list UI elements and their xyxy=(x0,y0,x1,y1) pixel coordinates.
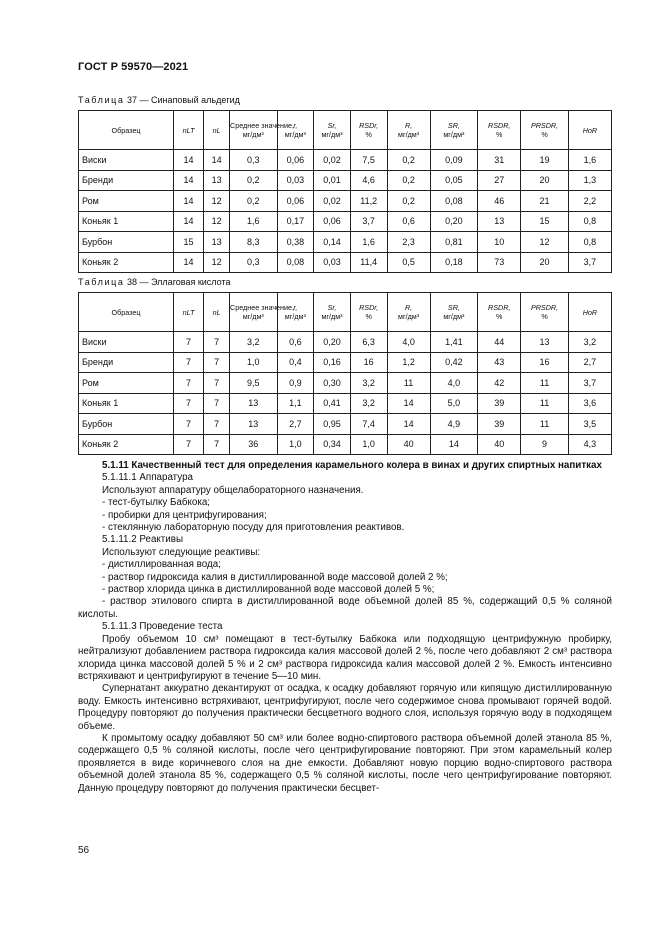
column-header-label: PRSDR, xyxy=(530,121,559,130)
table-cell: 11 xyxy=(521,414,568,435)
table-cell: 36 xyxy=(230,434,277,455)
table-cell: 0,81 xyxy=(430,232,477,253)
column-header-label: SR, xyxy=(447,121,460,130)
table-cell: 12 xyxy=(204,252,230,273)
table-cell: 0,02 xyxy=(314,150,351,171)
column-header-label: PRSDR, xyxy=(530,303,559,312)
table-cell: 1,1 xyxy=(277,393,314,414)
table-cell: 20 xyxy=(521,170,568,191)
table-cell: 11 xyxy=(521,373,568,394)
list-item: - дистиллированная вода; xyxy=(102,559,221,571)
column-header-label: r, xyxy=(293,303,298,312)
table-cell: 4,0 xyxy=(387,332,430,353)
table-cell: 0,3 xyxy=(230,150,277,171)
table-cell: 3,6 xyxy=(568,393,611,414)
table-cell: 0,2 xyxy=(230,170,277,191)
paragraph: Пробу объемом 10 см³ помещают в тест-бутылку Бабкока или подходящую центрифужную пробирку, нейтрализуют добавлением раствора гидроксида калия массовой долей 2 %, после чего добавляют 2 см³ раствора хлорида цинка массовой долей 5 % и 2 см³ раствора гидроксида калия массовой долей 2 %. Емкость интенсивно встряхивают и центрифугируют в течение 5—10 мин. xyxy=(78,633,612,682)
column-header-label: Образец xyxy=(111,307,141,317)
table-cell: 7 xyxy=(204,434,230,455)
column-header-unit: мг/дм³ xyxy=(443,130,465,139)
table-cell: 13 xyxy=(521,332,568,353)
table-row xyxy=(79,352,612,373)
table-cell: 14 xyxy=(204,150,230,171)
column-header-unit: мг/дм³ xyxy=(398,130,420,139)
table-37 xyxy=(78,110,612,273)
table-cell: 13 xyxy=(230,414,277,435)
table-cell: 0,8 xyxy=(568,232,611,253)
table-cell: 2,7 xyxy=(277,414,314,435)
table-cell: 0,42 xyxy=(430,352,477,373)
table-cell: 3,7 xyxy=(568,373,611,394)
column-header xyxy=(230,293,295,332)
table-cell: 9,5 xyxy=(230,373,277,394)
table-cell: 8,3 xyxy=(230,232,277,253)
table-cell: 0,08 xyxy=(430,191,477,212)
list-item: - раствор гидроксида калия в дистиллированной воде массовой долей 2 %; xyxy=(102,571,448,583)
table-cell: 0,03 xyxy=(277,170,314,191)
table-cell: 1,2 xyxy=(387,352,430,373)
column-header-unit: % xyxy=(496,130,503,139)
table-cell: 2,7 xyxy=(568,352,611,373)
column-header-label: nLT xyxy=(182,307,195,317)
document-header: ГОСТ Р 59570—2021 xyxy=(78,61,189,73)
table-row xyxy=(79,150,612,171)
column-header-label: nL xyxy=(212,125,221,135)
column-header-label: R, xyxy=(405,121,413,130)
column-header xyxy=(350,293,387,332)
table-row xyxy=(79,373,612,394)
reagents-intro: Используют следующие реактивы: xyxy=(102,546,261,558)
table37-caption xyxy=(78,95,240,106)
table-cell: 14 xyxy=(387,414,430,435)
column-header-label: Sr, xyxy=(327,303,337,312)
table-cell: 0,3 xyxy=(230,252,277,273)
table-cell: 0,09 xyxy=(430,150,477,171)
column-header xyxy=(521,111,568,150)
table38-header-row xyxy=(79,293,612,332)
column-header-unit: % xyxy=(365,130,372,139)
table-cell: 13 xyxy=(478,211,521,232)
table-row xyxy=(79,252,612,273)
table-cell: 0,4 xyxy=(277,352,314,373)
table-cell: 7 xyxy=(173,373,203,394)
table-cell: 0,38 xyxy=(277,232,314,253)
sample-name-cell: Коньяк 2 xyxy=(79,434,174,455)
table-cell: 4,6 xyxy=(350,170,387,191)
column-header-unit: % xyxy=(365,312,372,321)
table-cell: 9 xyxy=(521,434,568,455)
table-row xyxy=(79,170,612,191)
table-cell: 12 xyxy=(204,191,230,212)
apparatus-intro: Используют аппаратуру общелабораторного назначения. xyxy=(102,484,364,496)
column-header xyxy=(79,293,174,332)
column-header xyxy=(387,293,430,332)
table-cell: 3,7 xyxy=(568,252,611,273)
table-cell: 16 xyxy=(521,352,568,373)
table-cell: 1,6 xyxy=(350,232,387,253)
column-header-label: Среднее значение, xyxy=(230,121,295,130)
column-header-label: RSDr, xyxy=(359,303,379,312)
column-header-label: R, xyxy=(405,303,413,312)
column-header-unit: мг/дм³ xyxy=(284,312,306,321)
sample-name-cell: Бренди xyxy=(79,352,174,373)
column-header xyxy=(173,293,203,332)
column-header-unit: % xyxy=(496,312,503,321)
table-cell: 11,4 xyxy=(350,252,387,273)
table-cell: 39 xyxy=(478,414,521,435)
subsection-5-1-11-3: 5.1.11.3 Проведение теста xyxy=(102,621,223,633)
table-cell: 0,06 xyxy=(277,150,314,171)
list-item: - стеклянную лабораторную посуду для приготовления реактивов. xyxy=(102,522,405,534)
table-cell: 7 xyxy=(173,332,203,353)
column-header xyxy=(277,293,314,332)
table-cell: 1,6 xyxy=(230,211,277,232)
table-cell: 14 xyxy=(173,191,203,212)
column-header xyxy=(204,293,230,332)
table-cell: 5,0 xyxy=(430,393,477,414)
table-cell: 14 xyxy=(173,170,203,191)
paragraph: Супернатант аккуратно декантируют от осадка, к осадку добавляют горячую или кипящую дистиллированную воду. Емкость интенсивно встряхивают, центрифугируют, после чего содержимое снова промывают горячей водой. Процедуру повторяют до получения практически бесцветного водного слоя, используя горячую воду в подходящем объеме. xyxy=(78,683,612,732)
column-header xyxy=(314,111,351,150)
sample-name-cell: Коньяк 1 xyxy=(79,393,174,414)
table-cell: 43 xyxy=(478,352,521,373)
table-cell: 14 xyxy=(430,434,477,455)
table38-caption xyxy=(78,277,231,288)
sample-name-cell: Виски xyxy=(79,332,174,353)
table38-title: 38 — Эллаговая кислота xyxy=(124,277,231,287)
table-cell: 7 xyxy=(204,373,230,394)
table-cell: 0,08 xyxy=(277,252,314,273)
table-cell: 10 xyxy=(478,232,521,253)
column-header-label: nL xyxy=(212,307,221,317)
table-cell: 0,41 xyxy=(314,393,351,414)
section-heading-5-1-11: 5.1.11 Качественный тест для определения карамельного колера в винах и других спиртных напитках xyxy=(102,460,602,471)
table-cell: 7 xyxy=(173,393,203,414)
column-header xyxy=(478,111,521,150)
column-header-unit: % xyxy=(541,312,548,321)
table-cell: 0,03 xyxy=(314,252,351,273)
table-cell: 3,2 xyxy=(350,373,387,394)
column-header-unit: % xyxy=(541,130,548,139)
list-item: - тест-бутылку Бабкока; xyxy=(102,497,211,509)
subsection-5-1-11-2: 5.1.11.2 Реактивы xyxy=(102,534,184,546)
column-header xyxy=(79,111,174,150)
column-header xyxy=(568,111,611,150)
table38-label: Таблица xyxy=(78,277,125,287)
table37-title: 37 — Синаповый альдегид xyxy=(124,95,240,105)
table-cell: 0,2 xyxy=(387,191,430,212)
table-cell: 11 xyxy=(387,373,430,394)
column-header-unit: мг/дм³ xyxy=(321,130,343,139)
column-header xyxy=(478,293,521,332)
table-cell: 7 xyxy=(204,393,230,414)
table-cell: 3,5 xyxy=(568,414,611,435)
table-cell: 13 xyxy=(204,170,230,191)
column-header-label: Образец xyxy=(111,125,141,135)
list-item: - раствор этилового спирта в дистиллированной воде объемной долей 85 %, содержащий 0,5 % соляной кислоты. xyxy=(78,596,612,620)
table-row xyxy=(79,191,612,212)
table-cell: 46 xyxy=(478,191,521,212)
column-header-unit: мг/дм³ xyxy=(398,312,420,321)
table-cell: 7 xyxy=(173,414,203,435)
table-cell: 0,6 xyxy=(277,332,314,353)
column-header xyxy=(204,111,230,150)
column-header-label: RSDR, xyxy=(488,121,511,130)
column-header xyxy=(568,293,611,332)
table-row xyxy=(79,232,612,253)
table-cell: 7,4 xyxy=(350,414,387,435)
table-cell: 13 xyxy=(204,232,230,253)
table-cell: 7 xyxy=(173,352,203,373)
table-cell: 1,3 xyxy=(568,170,611,191)
table-cell: 0,2 xyxy=(387,170,430,191)
column-header-unit: мг/дм³ xyxy=(242,130,264,139)
table-cell: 7 xyxy=(173,434,203,455)
table-cell: 0,6 xyxy=(387,211,430,232)
column-header-unit: мг/дм³ xyxy=(443,312,465,321)
table-cell: 0,20 xyxy=(314,332,351,353)
table-cell: 0,14 xyxy=(314,232,351,253)
table-cell: 0,18 xyxy=(430,252,477,273)
table37-header-row xyxy=(79,111,612,150)
table-cell: 13 xyxy=(230,393,277,414)
table-38 xyxy=(78,292,612,455)
table-cell: 4,9 xyxy=(430,414,477,435)
table-cell: 14 xyxy=(173,252,203,273)
section-5-1-11 xyxy=(78,460,612,795)
table-cell: 1,0 xyxy=(277,434,314,455)
column-header xyxy=(430,293,477,332)
table-cell: 4,0 xyxy=(430,373,477,394)
sample-name-cell: Бурбон xyxy=(79,232,174,253)
paragraph: К промытому осадку добавляют 50 см³ или более водно-спиртового раствора объемной долей этанола 85 %, содержащего 0,5 % соляной кислоты, после чего центрифугирование повторяют. При этом карамельный колер проявляется в виде коричневого слоя на дне емкости. Добавляют новую порцию водно-спиртового раствора объемной долей этанола 85 %, содержащего 0,5 % соляной кислоты, после чего центрифугирование повторяют. Данную процедуру повторяют до получения практически бесцвет- xyxy=(78,732,612,794)
sample-name-cell: Коньяк 2 xyxy=(79,252,174,273)
sample-name-cell: Коньяк 1 xyxy=(79,211,174,232)
table-cell: 14 xyxy=(173,211,203,232)
column-header xyxy=(230,111,295,150)
table-row xyxy=(79,211,612,232)
table-cell: 11,2 xyxy=(350,191,387,212)
column-header-unit: мг/дм³ xyxy=(284,130,306,139)
column-header xyxy=(314,293,351,332)
page-number: 56 xyxy=(78,845,90,856)
table-cell: 31 xyxy=(478,150,521,171)
column-header-label: SR, xyxy=(447,303,460,312)
table-cell: 19 xyxy=(521,150,568,171)
table-cell: 12 xyxy=(204,211,230,232)
sample-name-cell: Виски xyxy=(79,150,174,171)
table-cell: 1,0 xyxy=(350,434,387,455)
sample-name-cell: Ром xyxy=(79,191,174,212)
sample-name-cell: Ром xyxy=(79,373,174,394)
table-cell: 2,3 xyxy=(387,232,430,253)
column-header-label: RSDR, xyxy=(488,303,511,312)
table-cell: 3,7 xyxy=(350,211,387,232)
table-cell: 42 xyxy=(478,373,521,394)
table-cell: 0,06 xyxy=(314,211,351,232)
table-cell: 12 xyxy=(521,232,568,253)
table-cell: 0,8 xyxy=(568,211,611,232)
sample-name-cell: Бренди xyxy=(79,170,174,191)
table-cell: 0,30 xyxy=(314,373,351,394)
table-cell: 40 xyxy=(387,434,430,455)
column-header-label: HoR xyxy=(582,125,598,135)
list-item: - раствор хлорида цинка в дистиллированной воде массовой долей 5 %; xyxy=(102,584,435,596)
table-cell: 1,41 xyxy=(430,332,477,353)
column-header-label: r, xyxy=(293,121,298,130)
table-row xyxy=(79,332,612,353)
table-cell: 0,05 xyxy=(430,170,477,191)
column-header xyxy=(387,111,430,150)
column-header-unit: мг/дм³ xyxy=(242,312,264,321)
table-cell: 0,2 xyxy=(387,150,430,171)
table-cell: 0,16 xyxy=(314,352,351,373)
column-header xyxy=(350,111,387,150)
column-header-label: HoR xyxy=(582,307,598,317)
table-cell: 3,2 xyxy=(350,393,387,414)
column-header-label: Sr, xyxy=(327,121,337,130)
column-header xyxy=(173,111,203,150)
table-cell: 40 xyxy=(478,434,521,455)
table-cell: 2,2 xyxy=(568,191,611,212)
table-cell: 20 xyxy=(521,252,568,273)
table-cell: 16 xyxy=(350,352,387,373)
table-cell: 39 xyxy=(478,393,521,414)
table-cell: 3,2 xyxy=(568,332,611,353)
table-cell: 73 xyxy=(478,252,521,273)
table-cell: 1,0 xyxy=(230,352,277,373)
table-row xyxy=(79,434,612,455)
table-cell: 4,3 xyxy=(568,434,611,455)
table-cell: 1,6 xyxy=(568,150,611,171)
column-header xyxy=(430,111,477,150)
table-cell: 14 xyxy=(387,393,430,414)
table-cell: 3,2 xyxy=(230,332,277,353)
table-cell: 44 xyxy=(478,332,521,353)
table-cell: 0,95 xyxy=(314,414,351,435)
table-cell: 15 xyxy=(521,211,568,232)
table-cell: 0,2 xyxy=(230,191,277,212)
table-cell: 0,01 xyxy=(314,170,351,191)
table37-label: Таблица xyxy=(78,95,125,105)
column-header xyxy=(521,293,568,332)
column-header xyxy=(277,111,314,150)
table-row xyxy=(79,393,612,414)
table-cell: 0,17 xyxy=(277,211,314,232)
column-header-label: Среднее значение, xyxy=(230,303,295,312)
table-cell: 21 xyxy=(521,191,568,212)
table-row xyxy=(79,414,612,435)
table-cell: 27 xyxy=(478,170,521,191)
table-cell: 6,3 xyxy=(350,332,387,353)
table-cell: 7 xyxy=(204,414,230,435)
column-header-unit: мг/дм³ xyxy=(321,312,343,321)
list-item: - пробирки для центрифугирования; xyxy=(102,509,267,521)
subsection-5-1-11-1: 5.1.11.1 Аппаратура xyxy=(102,472,193,484)
table-cell: 0,5 xyxy=(387,252,430,273)
table-cell: 11 xyxy=(521,393,568,414)
table-cell: 15 xyxy=(173,232,203,253)
table-cell: 0,06 xyxy=(277,191,314,212)
sample-name-cell: Бурбон xyxy=(79,414,174,435)
table-cell: 7,5 xyxy=(350,150,387,171)
table-cell: 7 xyxy=(204,352,230,373)
table-cell: 0,02 xyxy=(314,191,351,212)
table-cell: 14 xyxy=(173,150,203,171)
table-cell: 0,34 xyxy=(314,434,351,455)
table-cell: 0,20 xyxy=(430,211,477,232)
table-cell: 7 xyxy=(204,332,230,353)
column-header-label: RSDr, xyxy=(359,121,379,130)
table-cell: 0,9 xyxy=(277,373,314,394)
column-header-label: nLT xyxy=(182,125,195,135)
